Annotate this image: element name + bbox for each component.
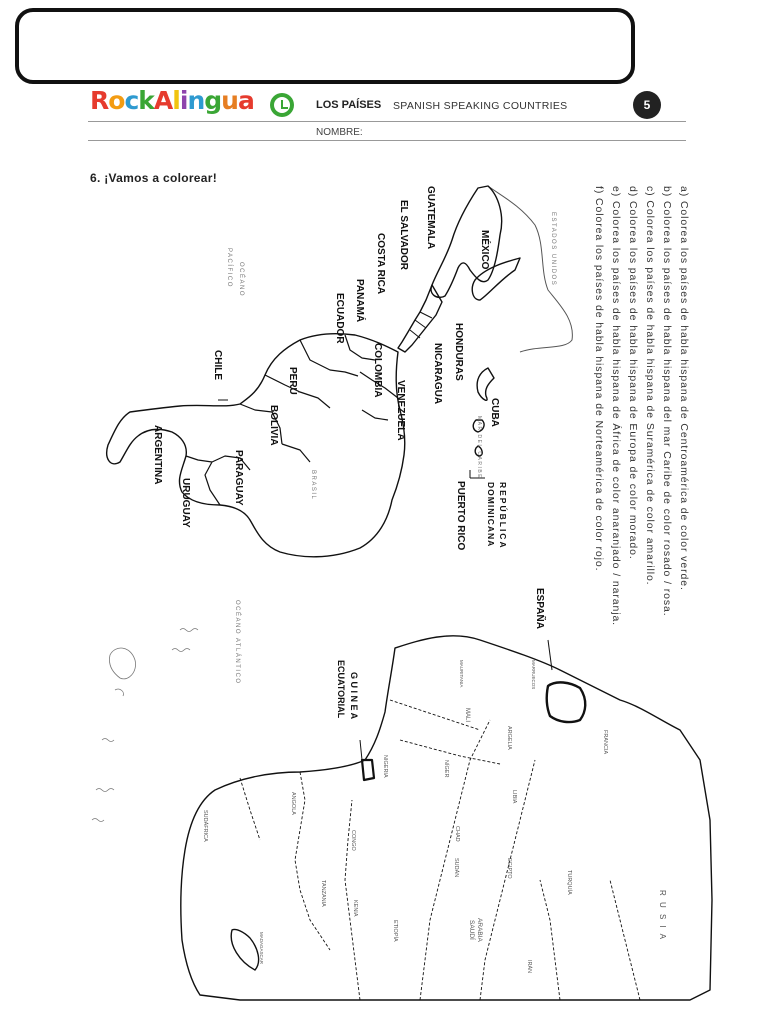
label-egipto: EGIPTO [506, 858, 512, 879]
label-colombia: COLOMBIA [372, 343, 383, 398]
page-title: LOS PAÍSES [316, 99, 382, 111]
exercise-title: 6. ¡Vamos a colorear! [90, 171, 218, 185]
label-kenia: KENIA [352, 900, 358, 917]
label-angola: ANGOLA [290, 792, 296, 815]
label-oceano-pacifico-1: OCÉANO [238, 262, 244, 298]
label-espana: ESPAÑA [534, 588, 545, 629]
label-etiopia: ETIOPÍA [392, 920, 398, 942]
label-marruecos: MARRUECOS [531, 660, 536, 690]
label-chile: CHILE [212, 350, 223, 380]
label-niger: NÍGER [443, 760, 449, 778]
label-cuba: CUBA [489, 398, 500, 427]
logo-letter: A [153, 86, 173, 115]
instruction-e: e) Colorea los países de habla hispana de África de color anaranjado / naranja. [610, 186, 622, 627]
label-panama: PANAMÁ [354, 279, 365, 323]
cuba-shape [477, 368, 494, 400]
logo-letter: g [204, 86, 222, 115]
logo-letter: u [221, 86, 238, 115]
equatorial-guinea-shape [362, 760, 374, 780]
central-america-shape [398, 285, 442, 352]
label-paraguay: PARAGUAY [233, 450, 244, 506]
label-argelia: ARGELIA [506, 726, 512, 750]
label-oceano-pacifico-2: PACÍFICO [226, 248, 232, 288]
instruction-a: a) Colorea los países de habla hispana de Centroamérica de color verde. [678, 186, 690, 591]
label-mar-caribe: MAR DEL CARIBE [476, 416, 482, 480]
logo-letter: l [172, 86, 180, 115]
spain-shape [547, 682, 586, 722]
instruction-c: c) Colorea los países de habla hispana de Suramérica de color amarillo. [644, 186, 656, 586]
label-dominicana: DOMINICANA [486, 482, 496, 548]
label-saudi: SAUDÍ [468, 920, 475, 940]
logo-letter: n [187, 86, 205, 115]
page-number-badge: 5 [633, 91, 661, 119]
instruction-f: f) Colorea los países de habla hispana de Norteamérica de color rojo. [593, 186, 605, 572]
label-arabia: ARABIA [476, 918, 483, 942]
label-chad: CHAD [454, 826, 460, 842]
label-francia: FRANCIA [602, 730, 608, 755]
madagascar-shape [231, 929, 258, 970]
label-madagascar: MADAGASCAR [259, 932, 264, 965]
label-uruguay: URUGUAY [180, 478, 191, 528]
logo-letter: i [179, 86, 188, 115]
label-ecuatorial: ECUATORIAL [336, 660, 346, 719]
page-subtitle: SPANISH SPEAKING COUNTRIES [393, 100, 568, 112]
wave-decoration [92, 629, 198, 822]
label-sudan: SUDÁN [453, 858, 459, 878]
logo-letter: k [138, 86, 154, 115]
label-sudafrica: SUDÁFRICA [202, 810, 208, 842]
label-nicaragua: NICARAGUA [432, 343, 443, 405]
label-rusia: R U S I A [658, 890, 667, 941]
label-estados-unidos: ESTADOS UNIDOS [550, 212, 556, 287]
label-mauritania: MAURITANIA [459, 660, 464, 688]
label-costa-rica: COSTA RICA [375, 233, 386, 295]
label-libia: LIBIA [511, 790, 517, 804]
label-guatemala: GUATEMALA [425, 186, 436, 250]
whale-icon [109, 648, 135, 696]
mexico-shape [431, 186, 502, 297]
label-brasil: BRASIL [310, 470, 316, 501]
logo-letter: c [124, 86, 139, 115]
label-puerto-rico: PUERTO RICO [455, 481, 466, 551]
label-tanzania: TANZANIA [320, 880, 326, 907]
label-bolivia: BOLIVIA [268, 405, 279, 446]
logo-letter: R [90, 86, 109, 115]
label-mexico: MÉXICO [479, 230, 490, 270]
name-label: NOMBRE: [316, 127, 363, 138]
label-oceano-atlantico: OCÉANO ATLÁNTICO [234, 600, 240, 685]
logo-letter: o [108, 86, 125, 115]
label-el-salvador: EL SALVADOR [398, 200, 409, 271]
label-venezuela: VENEZUELA [395, 380, 406, 441]
instruction-b: b) Colorea los países de habla hispana del mar Caribe de color rosado / rosa. [661, 186, 673, 617]
label-congo: CONGO [350, 830, 356, 851]
label-peru: PERÚ [287, 367, 298, 395]
label-iran: IRÁN [526, 960, 532, 974]
logo-letter: a [237, 86, 254, 115]
label-nigeria: NIGERIA [382, 755, 388, 778]
south-america-shape [107, 334, 405, 557]
label-turquia: TURQUÍA [566, 870, 572, 895]
label-mali: MALI [464, 708, 470, 723]
label-republica: REPÚBLICA [498, 482, 508, 550]
label-honduras: HONDURAS [453, 323, 464, 381]
instruction-d: d) Colorea los países de habla hispana de Europa de color morado. [627, 186, 639, 560]
label-guinea: G U I N E A [349, 672, 359, 720]
label-ecuador: ECUADOR [334, 293, 345, 344]
label-argentina: ARGENTINA [152, 425, 163, 485]
